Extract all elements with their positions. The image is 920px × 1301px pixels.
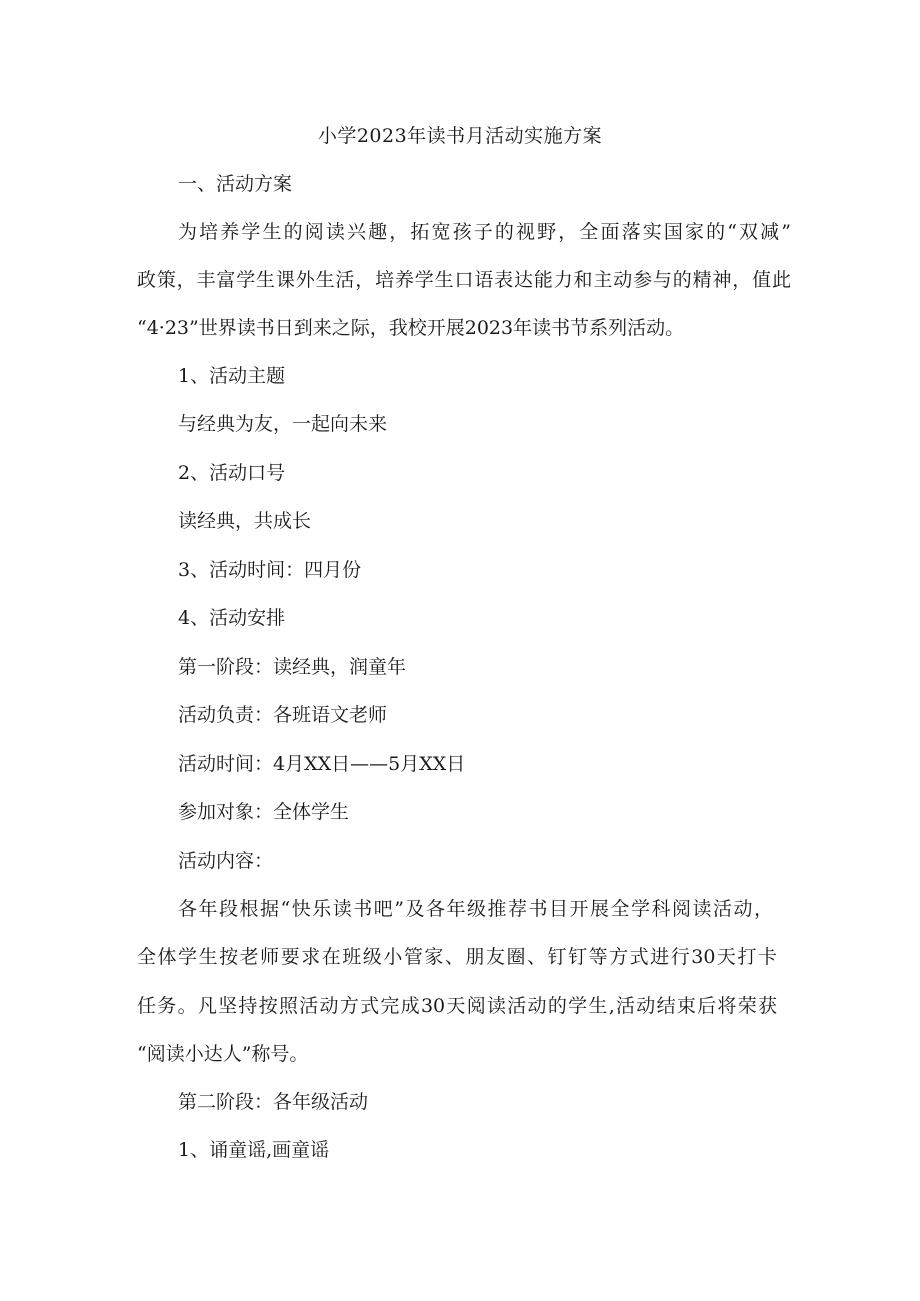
item1-heading: 1、活动主题 — [178, 365, 286, 387]
stage1-heading: 第一阶段：读经典，润童年 — [178, 656, 407, 678]
stage2-heading: 第二阶段：各年级活动 — [178, 1091, 369, 1113]
stage1-participants: 参加对象：全体学生 — [178, 801, 350, 823]
intro-line-1: 为培养学生的阅读兴趣，拓宽孩子的视野，全面落实国家的“双减” — [178, 221, 791, 243]
stage1-time: 活动时间：4月XX日——5月XX日 — [178, 753, 466, 775]
stage2-item1: 1、诵童谣,画童谣 — [178, 1139, 330, 1161]
intro-line-3: “4·23”世界读书日到来之际，我校开展2023年读书节系列活动。 — [137, 317, 685, 339]
item1-text: 与经典为友，一起向未来 — [178, 413, 388, 435]
document-title: 小学2023年读书月活动实施方案 — [317, 125, 603, 147]
stage1-content-line-3: 任务。凡坚持按照活动方式完成30天阅读活动的学生,活动结束后将荣获 — [137, 995, 777, 1017]
stage1-owner: 活动负责：各班语文老师 — [178, 704, 388, 726]
item2-heading: 2、活动口号 — [178, 462, 286, 484]
stage1-content-line-4: “阅读小达人”称号。 — [137, 1043, 309, 1065]
stage1-content-label: 活动内容： — [178, 850, 274, 872]
stage1-content-line-1: 各年段根据“快乐读书吧”及各年级推荐书目开展全学科阅读活动， — [178, 898, 773, 920]
item4-heading: 4、活动安排 — [178, 607, 286, 629]
item2-text: 读经典，共成长 — [178, 510, 312, 532]
intro-line-2: 政策，丰富学生课外生活，培养学生口语表达能力和主动参与的精神，值此 — [137, 269, 791, 291]
stage1-content-line-2: 全体学生按老师要求在班级小管家、朋友圈、钉钉等方式进行30天打卡 — [137, 946, 777, 968]
section-heading: 一、活动方案 — [178, 173, 293, 195]
item3-heading: 3、活动时间：四月份 — [178, 559, 362, 581]
